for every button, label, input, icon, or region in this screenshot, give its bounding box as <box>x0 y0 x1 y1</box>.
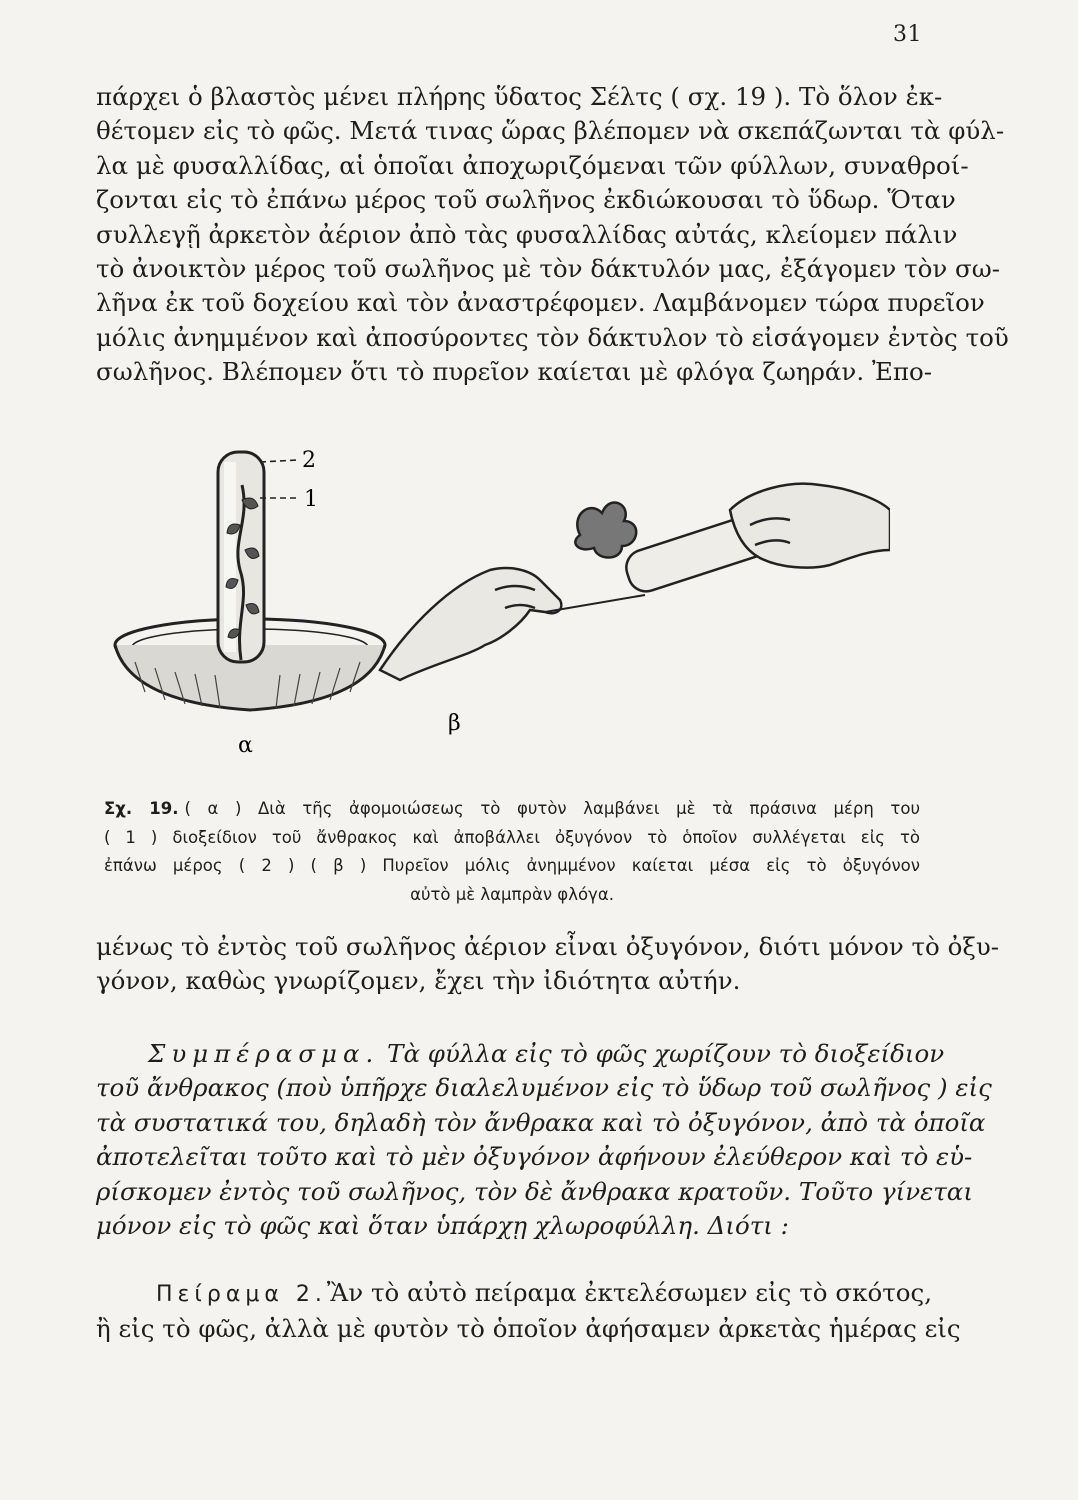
text-line: συλλεγῇ ἀρκετὸν ἀέριον ἀπὸ τὰς φυσαλλίδας αὐτάς, κλείομεν πάλιν <box>96 219 958 249</box>
text-line: λα μὲ φυσαλλίδας, αἱ ὁποῖαι ἀποχωριζόμεναι τῶν φύλλων, συναθροί- <box>96 150 969 180</box>
caption-line: Σχ. 19. ( α ) Διὰ τῆς ἀφομοιώσεως τὸ φυτὸν λαμβάνει μὲ τὰ πράσινα μέρη του <box>104 799 920 818</box>
text-line: μένως τὸ ἐντὸς τοῦ σωλῆνος ἀέριον εἶναι ὀξυγόνον, διότι μόνον τὸ ὀξυ- <box>96 932 1000 961</box>
experiment-heading: Πείραμα 2. <box>156 1282 327 1307</box>
text-line: μόλις ἀνημμένον καὶ ἀποσύροντες τὸν δάκτυλον τὸ εἰσάγομεν ἐντὸς τοῦ <box>96 322 1009 352</box>
text-line: τοῦ ἄνθρακος (ποὺ ὑπῆρχε διαλελυμένον εἰς τὸ ὕδωρ τοῦ σωλῆνος ) εἰς <box>96 1073 992 1103</box>
text-line: ἀποτελεῖται τοῦτο καὶ τὸ μὲν ὀξυγόνον ἀφήνουν ἐλεύθερον καὶ τὸ εὑ- <box>96 1142 973 1172</box>
page-number: 31 <box>893 22 922 47</box>
test-tube-with-plant <box>218 452 264 662</box>
label-leaders <box>260 460 300 498</box>
figure-19-illustration <box>90 440 890 780</box>
figure-label-beta: β <box>448 711 461 736</box>
figure-label-alpha: α <box>238 733 253 758</box>
hand-with-tube <box>575 484 890 596</box>
text-line: ρίσκομεν ἐντὸς τοῦ σωλῆνος, τὸν δὲ ἄνθρακα κρατοῦν. Τοῦτο γίνεται <box>96 1176 973 1206</box>
text-line: τὸ ἀνοικτὸν μέρος τοῦ σωλῆνος μὲ τὸν δάκτυλόν μας, ἐξάγομεν τὸν σω- <box>96 254 1000 284</box>
caption-line: αὐτὸ μὲ λαμπρὰν φλόγα. <box>410 884 614 904</box>
text-line: Συμπέρασμα. Τὰ φύλλα εἰς τὸ φῶς χωρίζουν τὸ διοξείδιον <box>148 1039 945 1068</box>
caption-line: ( 1 ) διοξείδιον τοῦ ἄνθρακος καὶ ἀποβάλλει ὀξυγόνον τὸ ὁποῖον συλλέγεται εἰς τὸ <box>104 827 920 847</box>
caption-label: Σχ. 19. <box>104 799 179 818</box>
conclusion-heading: Συμπέρασμα. <box>148 1039 380 1068</box>
text-line: ἢ εἰς τὸ φῶς, ἀλλὰ μὲ φυτὸν τὸ ὁποῖον ἀφήσαμεν ἀρκετὰς ἡμέρας εἰς <box>96 1314 961 1344</box>
text-line: Πείραμα 2.Ἂν τὸ αὐτὸ πείραμα ἐκτελέσωμεν εἰς τὸ σκότος, <box>156 1278 933 1307</box>
paragraph-1 <box>96 80 1009 390</box>
figure-label-2: 2 <box>302 448 316 473</box>
experiment-2-paragraph <box>96 1276 961 1347</box>
text-line: λῆνα ἐκ τοῦ δοχείου καὶ τὸν ἀναστρέφομεν. Λαμβάνομεν τώρα πυρεῖον <box>96 288 985 318</box>
text-line: μόνον εἰς τὸ φῶς καὶ ὅταν ὑπάρχῃ χλωροφύλλη. Διότι : <box>96 1211 789 1241</box>
conclusion-paragraph <box>96 1037 992 1243</box>
text-line: πάρχει ὁ βλαστὸς μένει πλήρης ὕδατος Σέλτς ( σχ. 19 ). Τὸ ὅλον ἐκ- <box>96 82 943 111</box>
text-line: θέτομεν εἰς τὸ φῶς. Μετά τινας ὥρας βλέπομεν νὰ σκεπάζωνται τὰ φύλ- <box>96 116 1005 146</box>
hand-with-match <box>380 568 645 680</box>
text-line: σωλῆνος. Βλέπομεν ὅτι τὸ πυρεῖον καίεται μὲ φλόγα ζωηράν. Ἐπο- <box>96 357 932 387</box>
text-line: ζονται εἰς τὸ ἐπάνω μέρος τοῦ σωλῆνος ἐκδιώκουσαι τὸ ὕδωρ. Ὅταν <box>96 185 956 215</box>
text-line: γόνον, καθὼς γνωρίζομεν, ἔχει τὴν ἰδιότητα αὐτήν. <box>96 966 741 996</box>
text-line: τὰ συστατικά του, δηλαδὴ τὸν ἄνθρακα καὶ τὸ ὀξυγόνον, ἀπὸ τὰ ὁποῖα <box>96 1107 986 1137</box>
figure-label-1: 1 <box>304 487 318 512</box>
figure-caption <box>104 795 920 909</box>
caption-line: ἐπάνω μέρος ( 2 ) ( β ) Πυρεῖον μόλις ἀνημμένον καίεται μέσα εἰς τὸ ὀξυγόνον <box>104 856 920 875</box>
paragraph-2 <box>96 930 1000 999</box>
